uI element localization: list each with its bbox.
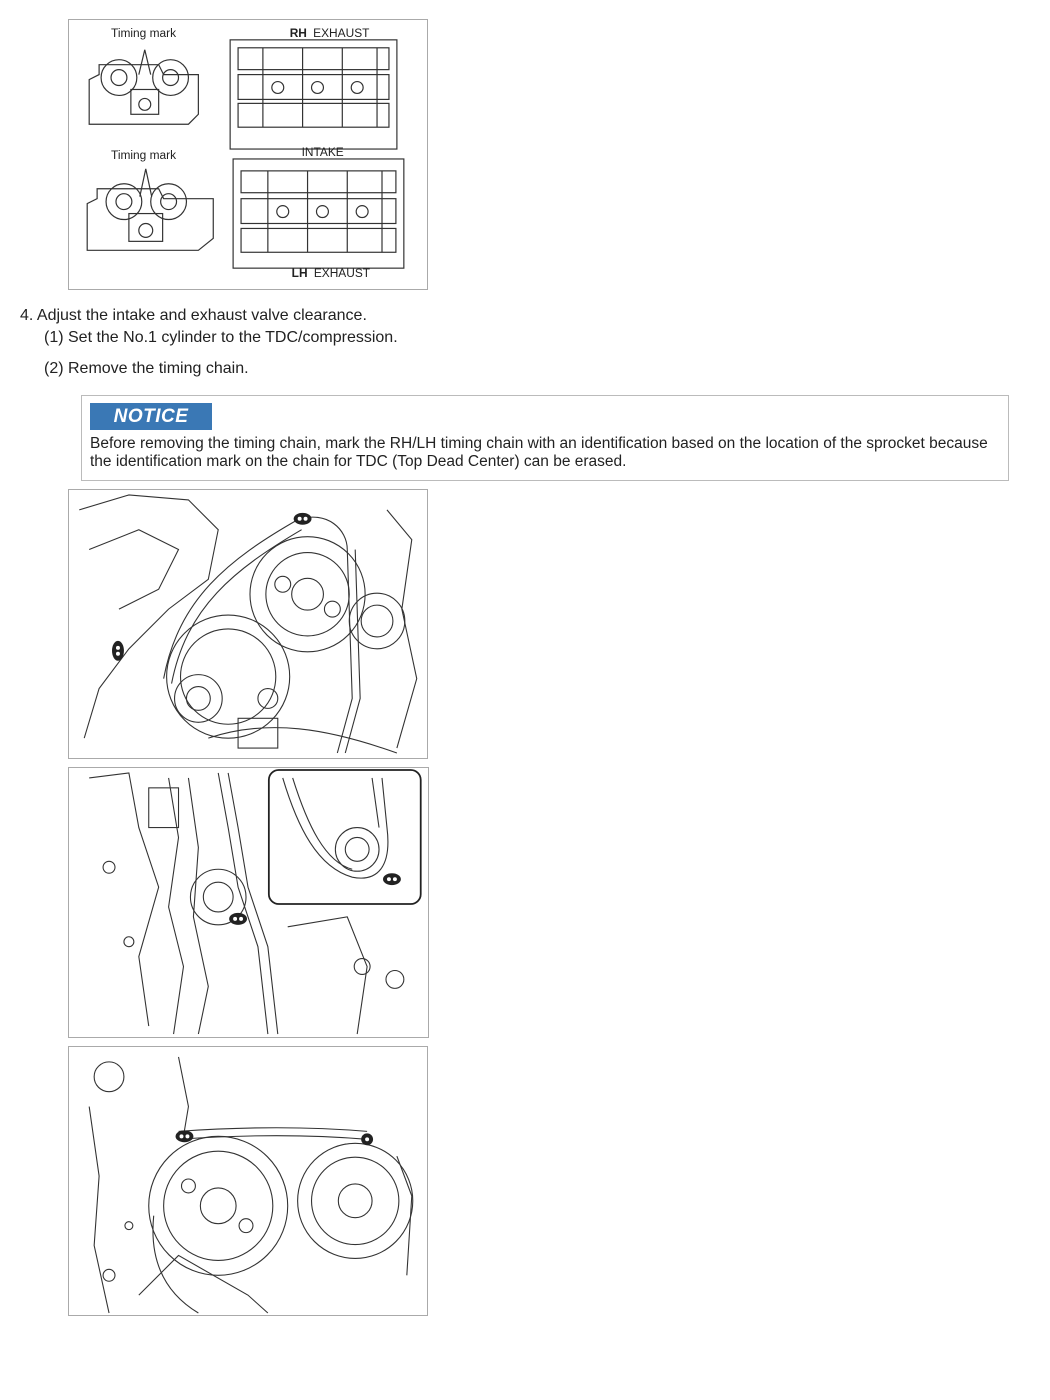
rh-exhaust-label: EXHAUST xyxy=(313,25,370,40)
timing-chain-rh-drawing xyxy=(69,490,427,758)
step-4-text: 4. Adjust the intake and exhaust valve clearance. xyxy=(20,307,367,324)
step-4-sub-1-text: (1) Set the No.1 cylinder to the TDC/compression. xyxy=(44,329,398,346)
timing-chain-lh-drawing xyxy=(69,1047,427,1315)
timing-mark-label-bottom: Timing mark xyxy=(111,147,177,162)
svg-text:RH EXHAUST xyxy=(290,26,370,40)
timing-chain-lh-figure xyxy=(68,1046,428,1316)
lh-exhaust-label: EXHAUST xyxy=(313,266,371,281)
svg-text:LH EXHAUST xyxy=(292,266,370,280)
camshaft-timing-drawing xyxy=(69,20,427,289)
timing-chain-rh-figure xyxy=(68,489,428,759)
step-4-sub-2-text: (2) Remove the timing chain. xyxy=(44,360,249,377)
notice-text: Before removing the timing chain, mark the RH/LH timing chain with an identification based on the location of the sprocket because the identification mark on the chain for TDC (Top Dead Center) can be erased. xyxy=(90,435,988,470)
notice-box xyxy=(81,395,1009,481)
intake-label: INTAKE xyxy=(301,144,344,159)
timing-chain-crank-drawing xyxy=(69,768,428,1037)
notice-badge: NOTICE xyxy=(90,403,212,430)
lh-label: LH xyxy=(291,266,308,281)
timing-mark-label-top: Timing mark xyxy=(111,25,177,40)
camshaft-timing-figure xyxy=(68,19,428,290)
timing-chain-crank-figure xyxy=(68,767,429,1038)
rh-label: RH xyxy=(289,25,307,40)
